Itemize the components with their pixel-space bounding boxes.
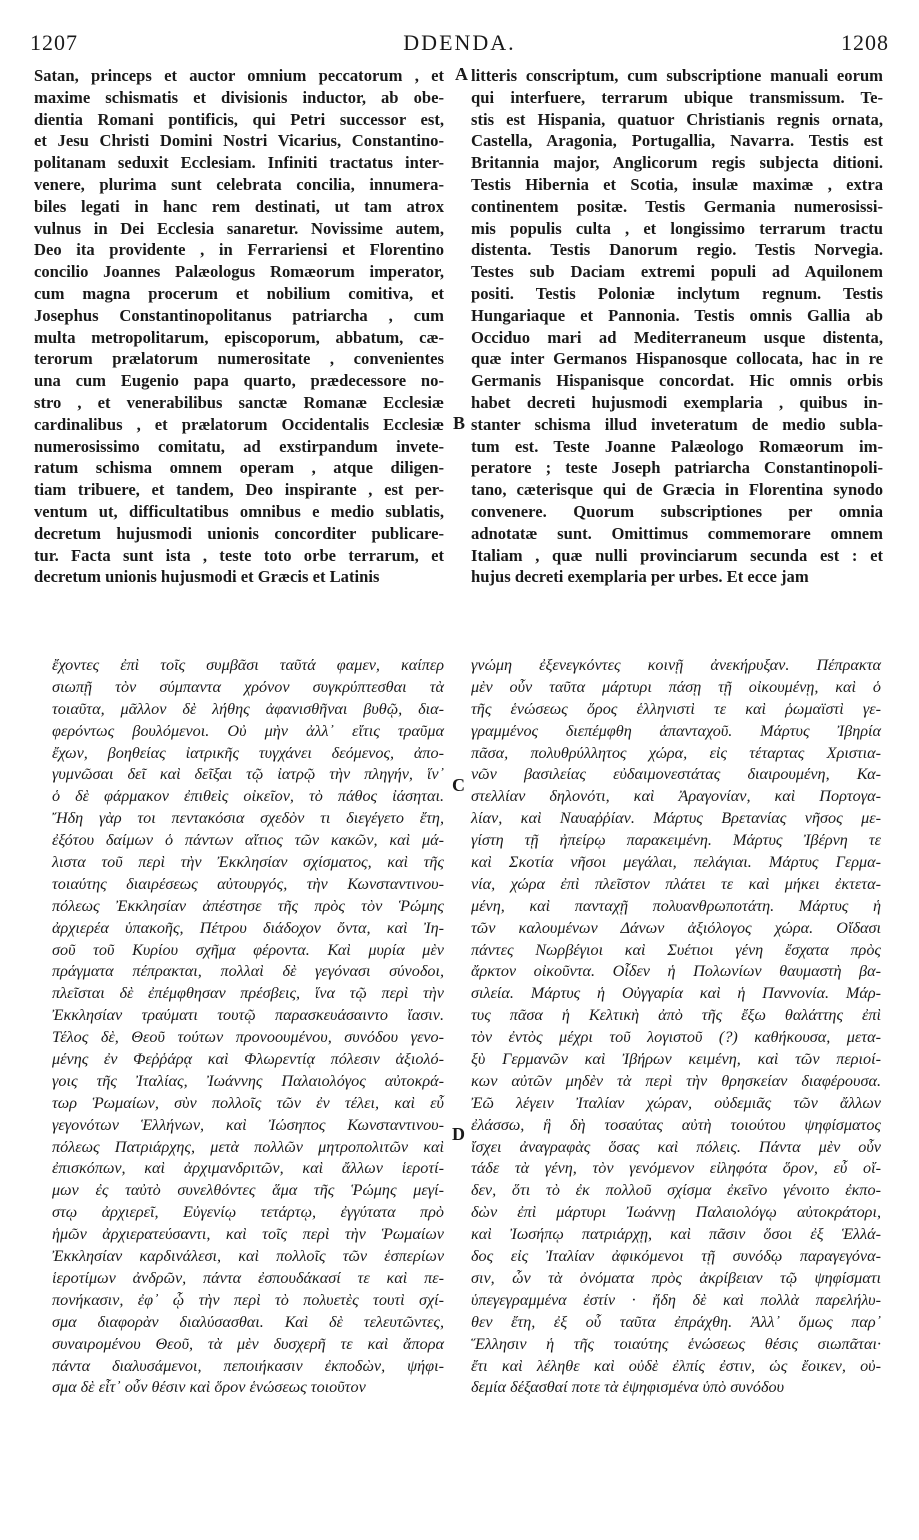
text-line: σμα δὲ εἶτ᾽ οὖν θέσιν καὶ ὅρον ἑνώσεως τοιοῦτον [52,1378,366,1397]
text-line: τὸν ἐντὸς μέχρι τοῦ λογιστοῦ (?) καθήκουσα, μετα- [471,1028,881,1047]
text-line: στῳ ἀρχιερεῖ, Εὐγενίῳ τετάρτῳ, ἐγγύτατα πρὸ [52,1203,444,1222]
text-line: adnotatæ sunt. Omittimus commemorare omnem [471,523,883,543]
text-line: terorum prælatorum numerositate , convenientes [34,349,444,369]
text-line: cum magna procerum et nobilium comitiva, et [34,283,444,303]
text-line: vulnus in Dei Ecclesia sanaretur. Novissime autem, [34,218,444,238]
text-line: stis est Hispania, quatuor Christianis regnis ornata, [471,109,883,129]
text-line: Ἐῶ λέγειν Ἰταλίαν χώραν, οὐδεμιᾶς τῶν ἄλλων [471,1093,881,1112]
text-line: Castella, Aragonia, Portugallia, Navarra. Testis est [471,131,883,151]
text-line: ἀρχιερέα ὑπακοῆς, Πέτρου διάδοχον ὄντα, καὶ Ἰη- [52,918,444,937]
text-line: γίστη τῇ ἠπείρῳ παρακειμένη. Μάρτυς Ἰβέρνη τε [471,831,881,850]
text-line: καὶ Ἰωσήπῳ πατριάρχῃ, καὶ πᾶσιν ὅσοι ἐξ Ἑλλά- [471,1225,881,1244]
text-line: ξὺ Γερμανῶν καὶ Ἰβήρων κειμένη, καὶ τῶν περιοί- [471,1050,881,1069]
text-line: πάντες Νωρβέγιοι καὶ Συέτιοι γένη ἔσχατα πρὸς [471,940,881,959]
text-line: litteris conscriptum, cum subscriptione manuali eorum [471,66,883,85]
text-line: Ἐκκλησίαν καρδινάλεσι, καὶ πολλοῖς τῶν ἑσπερίων [52,1247,444,1266]
text-line: hujus decreti exemplaria per urbes. Et ecce jam [471,567,809,587]
text-line: ὁ δὲ φάρμακον ἐπιθεὶς οἰκεῖον, τὸ πάθος ἰάσηται. [52,787,444,806]
text-line: biles legati in hanc rem destinati, ut tam atrox [34,196,444,216]
section-marker-c: C [452,775,465,795]
text-line: ἴσχει ἀναγραφὰς ὅσας καὶ πόλεις. Πάντα μὲν οὖν [471,1137,881,1156]
text-line: πονήκασιν, ἐφ᾽ ᾧ τὴν περὶ τὸ πολυετὲς τουτὶ σχί- [52,1290,444,1309]
text-line: γυμνῶσαι δεῖ καὶ δεῖξαι τῷ ἰατρῷ τὴν πληγήν, ἵν᾽ [52,765,444,784]
text-line: γνώμη ἐξενεγκόντες κοινῇ ἀνεκήρυξαν. Πέπρακτα [471,656,881,674]
text-line: τοιαῦτα, μᾶλλον δὲ λήθης ἀφανισθῆναι βυθῷ, δια- [52,699,444,718]
text-line: τυς πᾶσα ἡ Κελτικὴ ἀπὸ τῆς ἔξω θαλάττης ἐπὶ [471,1006,881,1025]
text-line: θεν ἔτη, ἐξ οὗ ταῦτα ἐπράχθη. Ἀλλ᾽ ὅμως παρ᾽ [471,1312,881,1331]
text-line: σιωπῇ τὸν σύμπαντα χρόνον συγκρύπτεσθαι τὰ [52,677,444,696]
text-line: Occiduo mari ad Mediterraneum usque distenta, [471,327,883,347]
text-line: μὲν οὖν ταῦτα μάρτυρι πάσῃ τῇ οἰκουμένῃ, καὶ ὁ [471,677,881,696]
text-line: πόλεως Πατριάρχης, μετὰ πολλῶν μητροπολιτῶν καὶ [52,1137,444,1156]
text-line: Ἕλλησιν ἡ τῆς τοιαύτης ἑνώσεως θέσις σιωπᾶται· [471,1334,881,1353]
greek-column-left [52,655,444,1399]
text-line: δος εἰς Ἰταλίαν ἀφικόμενοι τῇ συνόδῳ παραγεγόνα- [471,1247,881,1266]
text-line: ἔχων, βοηθείας ἰατρικῆς τυγχάνει δεόμενος, ἀπο- [52,743,444,762]
section-marker-d: D [452,1124,465,1144]
text-line: συναιρομένου Θεοῦ, τὰ μὲν δυσχερῆ τε καὶ ἄπορα [52,1334,444,1353]
text-line: ἐλάσσω, ἣ δὴ τοσαύτας αὐτὴ τοιούτου ψηφίσματος [471,1115,881,1134]
text-line: γραμμένος διεπέμφθη ἁπανταχοῦ. Μάρτυς Ἰβηρία [471,721,881,740]
text-line: Satan, princeps et auctor omnium peccatorum , et [34,66,444,85]
text-line: mis populis culta , et longissimo terrarum tractu [471,218,883,238]
section-marker-b: B [453,413,466,433]
text-line: σιλεία. Μάρτυς ἡ Οὐγγαρία καὶ ἡ Παννονία. Μάρ- [471,984,881,1003]
text-line: una cum Eugenio papa quarto, prædecessore no- [34,371,444,391]
text-line: ἄρκτον οἰκοῦντα. Οἶδεν ἡ Πολωνίων θαυμαστὴ βα- [471,962,881,981]
text-line: distenta. Testis Danorum regio. Testis Norvegia. [471,240,883,260]
text-line: κων αὐτῶν μηδὲν τὰ περὶ τὴν θρησκείαν διαφέρουσα. [471,1071,881,1090]
text-line: πᾶσα, πολυθρύλλητος χώρα, εἰς τέταρτας Χριστια- [471,743,881,762]
text-line: σμα διαφορὰν διαλύσασθαι. Καὶ δὲ τελευτῶντες, [52,1312,444,1331]
text-line: qui interfuere, terrarum ubique transmissum. Te- [471,87,883,107]
text-line: πλεῖσται δὲ ἐπέμφθησαν πρέσβεις, ἵνα τῷ περὶ τὴν [52,984,444,1003]
text-line: positi. Testis Poloniæ inclytum regnum. Testis [471,283,883,303]
text-line: τάδε τὰ γένη, τὸν γενόμενον εἰληφότα ὅρον, εὖ οἴ- [471,1159,881,1178]
text-line: Josephus Constantinopolitanus patriarcha , cum [34,305,444,325]
page-number-right: 1208 [841,30,889,55]
text-line: νία, χώρα ἐπὶ πλεῖστον πλάτει τε καὶ μήκει ἐκτετα- [471,874,881,893]
text-line: μων ἐς ταὐτὸ συνελθόντες ἅμα τῆς Ῥώμης μεγί- [52,1181,444,1200]
text-line: tano, cæterisque qui de Græcia in Florentina synodo [471,480,883,500]
text-line: tum est. Teste Joanne Palæologo Romæorum im- [471,436,883,456]
text-line: Τέλος δὲ, Θεοῦ τούτων προνοουμένου, συνόδου γενο- [52,1028,444,1047]
text-line: politanam seduxit Ecclesiam. Infiniti tractatus inter- [34,153,444,173]
text-line: ἡμῶν ἀρχιερατεύσαντι, καὶ τοῖς περὶ τὴν Ῥωμαίων [52,1225,444,1244]
text-line: ἱεροτίμων ἀνδρῶν, πάντα ἐσπουδάκασί τε καὶ πε- [52,1268,444,1287]
text-line: venere, plurima sunt celebrata concilia, innumera- [34,174,444,194]
page-number-left: 1207 [30,30,78,55]
text-line: Testis Hibernia et Scotia, insulæ maximæ , extra [471,174,883,194]
text-line: τωρ Ῥωμαίων, σὺν πολλοῖς τῶν ἐν τέλει, καὶ εὖ [52,1093,444,1112]
text-line: ἐξότου δαίμων ὁ πάντων αἴτιος τῶν κακῶν, καὶ μά- [52,831,444,850]
text-line: πράγματα πέπρακται, πολλαὶ δὲ γεγόνασι σύνοδοι, [52,962,444,981]
text-line: decretum hujusmodi unionis concorditer publicare- [34,523,444,543]
text-line: τῆς ἑνώσεως ὅρος ἑλληνιστὶ τε καὶ ῥωμαϊστὶ γε- [471,699,881,718]
text-line: Italiam , quæ nulli provinciarum secunda est : et [471,545,883,565]
text-line: Britannia major, Anglicorum regis subjecta ditioni. [471,153,883,173]
text-line: Hungariaque et Pannonia. Testis omnis Gallia ab [471,305,883,325]
text-line: Ἐκκλησίαν τραύματι τουτῷ παρασκευάσαιντο ἴασιν. [52,1006,444,1025]
text-line: continentem positæ. Testis Germania numerosissi- [471,196,883,216]
text-line: quæ inter Germanos Hispanosque collocata, hac in re [471,349,883,369]
text-line: stro , et venerabilibus sanctæ Romanæ Ecclesiæ [34,392,444,412]
text-line: numerosissimo comitatu, ad exstirpandum invete- [34,436,444,456]
running-header [0,30,919,60]
text-line: ὑπεγεγραμμένα ἐστίν · ἤδη δὲ καὶ πολλὰ παρελήλυ- [471,1290,881,1309]
text-line: et Jesu Christi Domini Nostri Vicarius, Constantino- [34,131,444,151]
text-line: cardinalibus , et prælatorum Occidentalis Ecclesiæ [34,414,444,434]
text-line: δεμία δέξασθαί ποτε τὰ ἐψηφισμένα ὑπὸ συνόδου [471,1378,785,1397]
text-line: σοῦ τοῦ Κυρίου σχῆμα φέροντα. Καὶ μυρία μὲν [52,940,444,959]
greek-column-right [471,655,881,1399]
text-line: γοις τῆς Ἰταλίας, Ἰωάννης Παλαιολόγος αὐτοκρά- [52,1071,444,1090]
text-line: σιν, ὧν τὰ ὀνόματα πρὸς ἀκρίβειαν τῷ ψηφίσματι [471,1268,881,1287]
text-line: λιστα τοῦ περὶ τὴν Ἐκκλησίαν σχίσματος, καὶ τῆς [52,853,444,872]
text-line: νῶν βασιλείας εὐδαιμονεστάτας διαιρουμένη, Κα- [471,765,881,784]
text-line: δὼν ἐπὶ μάρτυρι Ἰωάννῃ Παλαιολόγῳ αὐτοκράτορι, [471,1203,881,1222]
text-line: τῶν καλουμένων Δάνων ἀξιόλογος χώρα. Οἴδασι [471,918,881,937]
text-line: convenere. Quorum subscriptiones per omnia [471,501,883,521]
text-line: habet decreti hujusmodi exemplaria , quibus in- [471,392,883,412]
latin-column-right [471,65,883,588]
text-line: ἔτι καὶ λέληθε καὶ οὐδὲ ἐλπίς ἐστιν, ὡς ἔοικεν, οὐ- [471,1356,881,1375]
latin-column-left [34,65,444,588]
text-line: dientia Romani pontificis, qui Petri successor est, [34,109,444,129]
text-line: φερόντως βουλόμενοι. Οὐ μὴν ἀλλ᾽ εἴτις τραῦμα [52,721,444,740]
text-line: πάντα διαλυσάμενοι, πεποιήκασιν ἐκποδὼν, ψήφι- [52,1356,444,1375]
text-line: concilio Joannes Palæologus Romæorum imperator, [34,262,444,282]
text-line: tur. Facta sunt ista , teste toto orbe terrarum, et [34,545,444,565]
text-line: λίαν, καὶ Ναυαῤῥίαν. Μάρτυς Βρετανίας νῆσος με- [471,809,881,828]
text-line: μένης ἐν Φεῤῥάρᾳ καὶ Φλωρεντίᾳ πόλεσιν ἀξιολό- [52,1050,444,1069]
text-line: ἐπισκόπων, καὶ ἀρχιμανδριτῶν, καὶ ἄλλων ἱεροτί- [52,1159,444,1178]
text-line: Germanis Hispanisque concordat. Hic omnis orbis [471,371,883,391]
text-line: μένη, καὶ πανταχῇ πολυανθρωποτάτη. Μάρτυς ἡ [471,896,881,915]
text-line: ventum ut, difficultatibus omnibus e medio sublatis, [34,501,444,521]
text-line: stanter schisma illud inveteratum de medio subla- [471,414,883,434]
running-title: DDENDA. [403,30,516,55]
text-line: τοιαύτης διαιρέσεως αὐτουργός, τὴν Κωνσταντινου- [52,874,444,893]
text-line: Testes sub Daciam extremi populi ad Aquilonem [471,262,883,282]
text-line: πόλεως Ἐκκλησίαν ἀπέστησε τῆς πρὸς τὸν Ῥώμης [52,896,444,915]
text-line: γεγονότων Ἑλλήνων, καὶ Ἰώσηπος Κωνσταντινου- [52,1115,444,1134]
text-line: καὶ Σκοτία νῆσοι μεγάλαι, πελάγιαι. Μάρτυς Γερμα- [471,853,881,872]
text-line: Ἤδη γὰρ τοι πεντακόσια σχεδὸν τι διεγέγετο ἔτη, [52,809,444,828]
text-line: maxime schismatis et divisionis inductor, ab obe- [34,87,444,107]
section-marker-a: A [455,64,468,84]
text-line: tiam tribuere, et tandem, Deo inspirante , est per- [34,480,444,500]
text-line: δεν, ὅτι τὸ ἐκ πολλοῦ σχίσμα ἐκεῖνο γένοιτο ἐκπο- [471,1181,881,1200]
text-line: Deo ita providente , in Ferrariensi et Florentino [34,240,444,260]
text-line: ratum schisma omnem operam , atque diligen- [34,458,444,478]
text-line: ἔχοντες ἐπὶ τοῖς συμβᾶσι ταῦτά φαμεν, καίπερ [52,656,444,674]
text-line: peratore ; teste Joseph patriarcha Constantinopoli- [471,458,883,478]
text-line: decretum unionis hujusmodi et Græcis et Latinis [34,567,380,587]
text-line: multa metropolitarum, episcoporum, abbatum, cæ- [34,327,444,347]
text-line: στελλίαν δηλονότι, καὶ Ἀραγονίαν, καὶ Πορτογα- [471,787,881,806]
